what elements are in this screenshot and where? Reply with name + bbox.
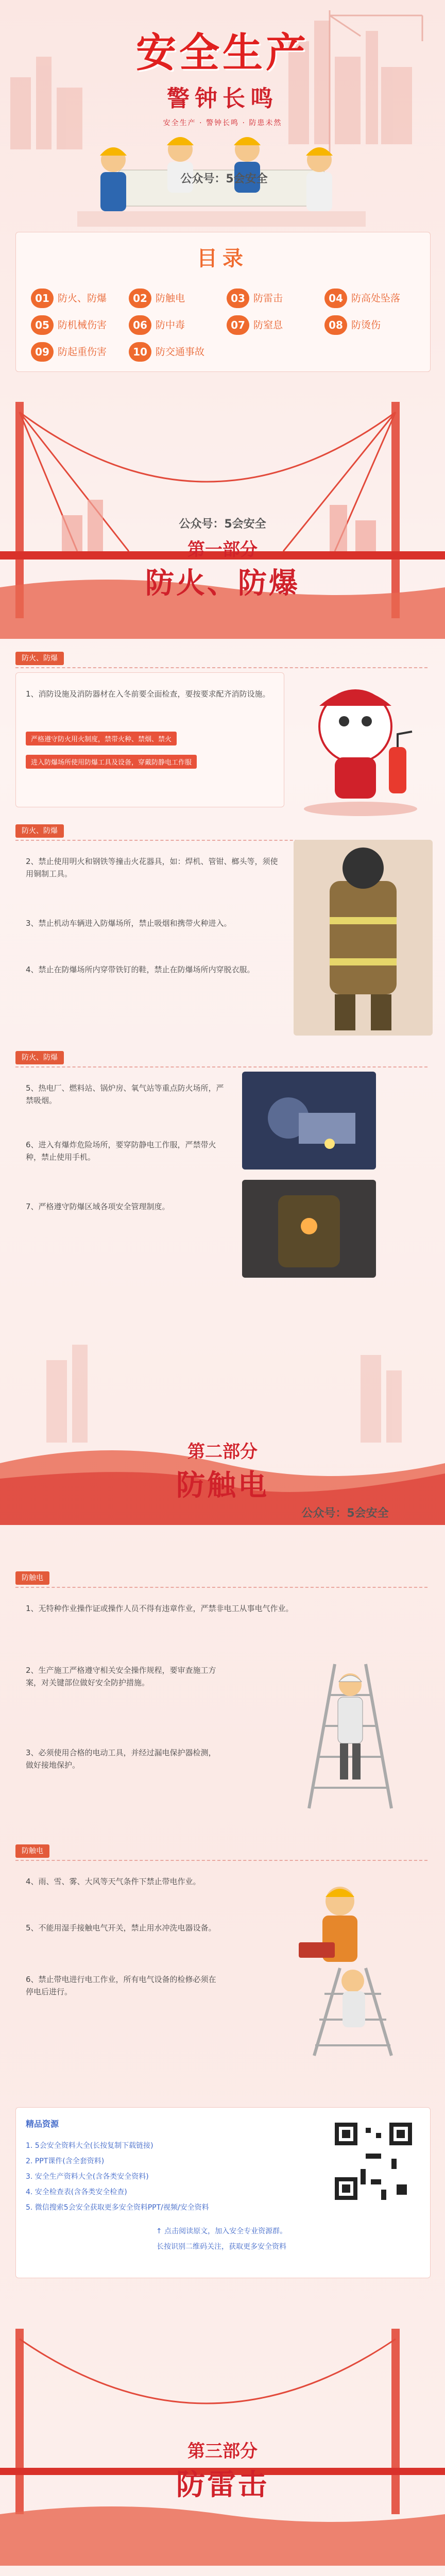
toc-item-number: 01	[31, 289, 54, 308]
part1-text-5: 5、热电厂、燃料站、锅炉房、氧气站等重点防火场所，严禁吸烟。	[26, 1083, 224, 1105]
page-title: 安全生产	[135, 29, 309, 76]
part1-text-7: 7、严格遵守防爆区域各项安全管理制度。	[26, 1202, 170, 1211]
part2-tag: 防触电	[15, 1571, 49, 1585]
part3-title: 防雷击	[176, 2468, 269, 2502]
part1-header	[0, 515, 445, 602]
toc-item-number: 05	[31, 315, 54, 335]
part3-bridge-banner	[0, 2298, 445, 2566]
promo-note-2: 长按识别二维码关注，获取更多安全资料	[157, 2243, 286, 2251]
part2-text-4: 4、雨、雪、雾、大风等天气条件下禁止带电作业。	[26, 1877, 201, 1886]
part1-section-bar	[15, 652, 427, 668]
part3-number: 第三部分	[187, 2441, 258, 2462]
promo-link[interactable]: 3. 安全生产资料大全(含各类安全资料)	[26, 2173, 149, 2181]
toc-item-label: 防机械伤害	[58, 319, 107, 331]
toc-item[interactable]	[129, 289, 219, 308]
promo-list	[26, 2138, 314, 2215]
toc-item[interactable]	[31, 289, 121, 308]
part2-title: 防触电	[176, 1468, 269, 1502]
part2-section-bar-2	[15, 1844, 427, 1861]
part1-text-6: 6、进入有爆炸危险场所，要穿防静电工作服，严禁带火种，禁止使用手机。	[26, 1140, 216, 1162]
part2-text-5: 5、不能用湿手接触电气开关，禁止用水冲洗电器设备。	[26, 1923, 216, 1933]
toc-item[interactable]	[227, 289, 317, 308]
toc-item-label: 防烫伤	[351, 319, 381, 331]
toc-item-number: 09	[31, 342, 54, 362]
toc-item[interactable]	[129, 315, 219, 335]
part1-tag-2: 防火、防爆	[15, 824, 64, 838]
part1-highlight-1: 严格遵守防火用火制度，禁带火种、禁烟、禁火	[26, 732, 177, 745]
toc-item[interactable]	[129, 342, 219, 362]
part2-text-6: 6、禁止带电进行电工作业，所有电气设备的检修必须在停电后进行。	[26, 1975, 216, 1996]
fire-mascot-image	[288, 670, 433, 819]
toc-item-label: 防雷击	[253, 293, 283, 304]
slogan: 安全生产 · 警钟长鸣 · 防患未然	[163, 119, 282, 127]
part1-title: 防火、防爆	[145, 566, 300, 600]
part2-section-bar	[15, 1571, 427, 1588]
toc-item[interactable]	[31, 315, 121, 335]
toc-item-number: 04	[324, 289, 347, 308]
toc-item-number: 02	[129, 289, 151, 308]
promo-note-1[interactable]: ↑ 点击阅读原文，加入安全专业资源群。	[156, 2227, 287, 2235]
part1-text-1: 1、消防设施及消防器材在入冬前要全面检查，要按要求配齐消防设施。	[26, 689, 270, 699]
promo-link[interactable]: 2. PPT课件(含全套资料)	[26, 2157, 105, 2165]
qr-code-icon	[330, 2117, 417, 2205]
part1-section-bar-3	[15, 1051, 427, 1067]
promo-link[interactable]: 1. 5会安全资料大全(长按复制下载链接)	[26, 2142, 153, 2150]
promo-link[interactable]: 4. 安全检查表(含各类安全检查)	[26, 2188, 127, 2196]
part1-tag: 防火、防爆	[15, 652, 64, 665]
toc-list	[31, 289, 422, 366]
part2-text-3: 3、必须使用合格的电动工具，并经过漏电保护器检测，做好接地保护。	[26, 1748, 216, 1770]
toc-item-label: 防高处坠落	[351, 293, 401, 304]
part1-text-4: 4、禁止在防爆场所内穿带铁钉的鞋，禁止在防爆场所内穿脱衣服。	[26, 965, 255, 974]
toc-item-label: 防起重伤害	[58, 346, 107, 358]
electrician-ladder-image	[288, 1654, 412, 1814]
part2-tag-2: 防触电	[15, 1844, 49, 1858]
promo-title: 精品资源	[26, 2119, 59, 2129]
toc-item-number: 07	[227, 315, 249, 335]
part1-text-3: 3、禁止机动车辆进入防爆场所，禁止吸烟和携带火种进入。	[26, 919, 232, 928]
toc-item-label: 防火、防爆	[58, 293, 107, 304]
toc-item-label: 防触电	[156, 293, 185, 304]
toc-item[interactable]	[324, 289, 415, 308]
toc-item-number: 10	[129, 342, 151, 362]
part2-gongzhonghao: 公众号：5会安全	[301, 1507, 389, 1520]
toc-item-label: 防交通事故	[156, 346, 205, 358]
toc-item-number: 03	[227, 289, 249, 308]
part1-highlight-2: 进入防爆场所使用防爆工具及设备，穿戴防静电工作服	[26, 755, 197, 769]
toc-item[interactable]	[324, 315, 415, 335]
toc-item-number: 08	[324, 315, 347, 335]
welder-photos	[242, 1072, 376, 1278]
part1-number: 第一部分	[187, 539, 258, 560]
toc-item-number: 06	[129, 315, 151, 335]
part1-gongzhonghao: 公众号：5会安全	[179, 518, 266, 531]
part1-section-bar-2	[15, 824, 427, 841]
toc-item[interactable]	[227, 315, 317, 335]
page-subtitle: 警钟长鸣	[167, 86, 278, 112]
firefighter-photo	[294, 840, 433, 1036]
toc-title: 目录	[197, 247, 248, 270]
promo-qr-code[interactable]	[330, 2117, 417, 2205]
part2-header	[0, 1437, 445, 1504]
part1-text-2: 2、禁止使用明火和钢铁等撞击火花器具，如：焊机、管钳、榔头等，须使用铜制工具。	[26, 857, 278, 878]
promo-link[interactable]: 5. 微信搜索5会安全获取更多安全资料PPT/视频/安全资料	[26, 2204, 209, 2212]
part3-header	[0, 2437, 445, 2503]
toc-item[interactable]	[31, 342, 121, 362]
part1-tag-3: 防火、防爆	[15, 1051, 64, 1064]
part2-text-1: 1、无特种作业操作证或操作人员不得有违章作业，严禁非电工从事电气作业。	[26, 1604, 294, 1613]
toc-item-label: 防窒息	[253, 319, 283, 331]
electrician-photos	[258, 1865, 422, 2061]
header-gongzhonghao: 公众号：5会安全	[180, 173, 268, 185]
part2-number: 第二部分	[187, 1442, 258, 1462]
toc-item-label: 防中毒	[156, 319, 185, 331]
part2-text-2: 2、生产施工严格遵守相关安全操作规程，要审查施工方案，对关键部位做好安全防护措施。	[26, 1666, 216, 1687]
